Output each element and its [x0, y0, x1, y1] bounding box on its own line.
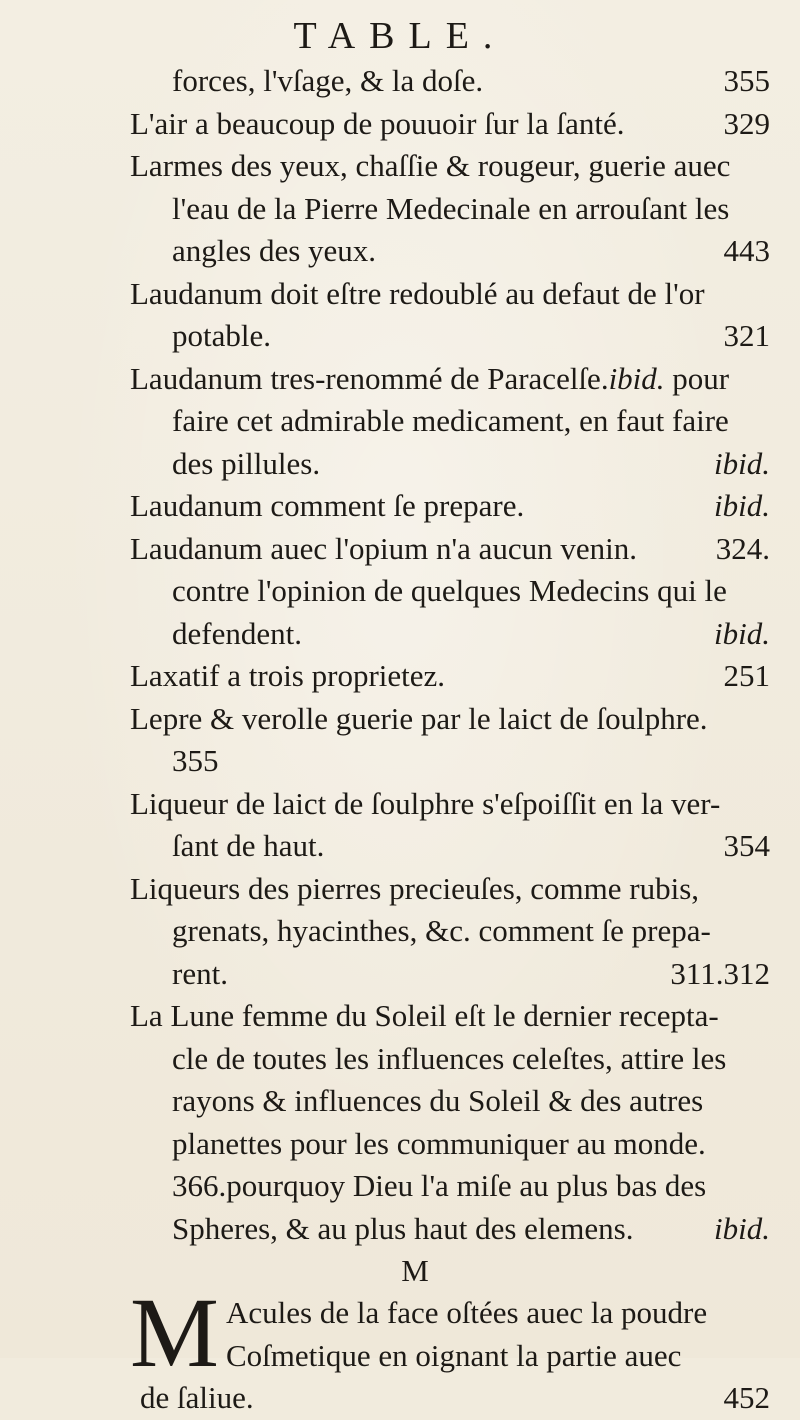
- entry-text: Laudanum doit eſtre redoublé au defaut de l'or: [130, 275, 705, 311]
- entry-text: planettes pour les communiquer au monde.: [172, 1125, 706, 1161]
- entry-text: Laxatif a trois proprietez.: [130, 658, 446, 693]
- index-entry: [130, 273, 770, 358]
- entry-text: [172, 1165, 706, 1208]
- entry-text: grenats, hyacinthes, &c. comment ſe prepa-: [172, 913, 711, 948]
- entry-text-part: Laudanum tres-renommé de Paracelſe.: [130, 360, 609, 396]
- page-ref: 251: [723, 658, 770, 693]
- page-ref: 311.312: [670, 955, 770, 991]
- entry-text: angles des yeux.: [172, 233, 377, 268]
- entry-text: defendent.: [172, 615, 302, 651]
- entry-text: des pillules.: [172, 445, 321, 481]
- entry-text: ſant de haut.: [172, 828, 325, 863]
- page-ref: ibid.: [714, 445, 770, 481]
- index-entry: [130, 570, 770, 655]
- entry-text: potable.: [172, 318, 271, 353]
- entry-text: de ſaliue.: [140, 1380, 254, 1415]
- index-entry: [130, 60, 770, 103]
- index-entry: [130, 1277, 770, 1420]
- drop-cap: M: [130, 1277, 219, 1388]
- entry-text: [130, 358, 729, 401]
- index-entry: [130, 655, 770, 698]
- page-ref: 452: [723, 1380, 770, 1415]
- entry-text: Acules de la face oſtées auec la poudre: [226, 1295, 708, 1330]
- entry-text: Laudanum comment ſe prepare.: [130, 488, 525, 523]
- index-entry: [130, 145, 770, 273]
- index-entries: [130, 60, 770, 1420]
- page-ref: 355: [723, 63, 770, 98]
- index-entry: [130, 103, 770, 146]
- page-ref: 321: [723, 318, 770, 353]
- page-ref: 443: [723, 233, 770, 268]
- entry-text: Spheres, & au plus haut des elemens.: [172, 1210, 634, 1246]
- entry-text: La Lune femme du Soleil eſt le dernier recepta-: [130, 998, 719, 1033]
- index-entry: [130, 485, 770, 528]
- entry-text-part: pourquoy Dieu l'a miſe au plus bas des: [226, 1168, 707, 1203]
- index-entry: [130, 783, 770, 868]
- page-ref: 329: [723, 105, 770, 141]
- page-ref: 354: [723, 828, 770, 863]
- entry-text: contre l'opinion de quelques Medecins qui le: [172, 573, 727, 608]
- index-entry: [130, 995, 770, 1250]
- page-ref: 366.: [172, 1168, 227, 1203]
- entry-text: L'air a beaucoup de pouuoir ſur la ſanté.: [130, 105, 625, 141]
- entry-text: Coſmetique en oignant la partie auec: [226, 1337, 682, 1373]
- page-ref: ibid.: [714, 488, 770, 523]
- entry-text: Liqueurs des pierres precieuſes, comme rubis,: [130, 870, 700, 906]
- index-entry: [130, 358, 770, 486]
- entry-text: Liqueur de laict de ſoulphre s'eſpoiſſit en la ver-: [130, 785, 721, 821]
- index-entry: [130, 698, 770, 783]
- page-header: TABLE.: [293, 15, 507, 57]
- entry-text: cle de toutes les influences celeſtes, attire les: [172, 1040, 727, 1076]
- index-entry: [130, 868, 770, 996]
- page-ref: ibid.: [714, 1210, 770, 1246]
- page-ref: ibid.: [714, 615, 770, 651]
- entry-text: forces, l'vſage, & la doſe.: [172, 63, 484, 98]
- entry-text: rent.: [172, 955, 228, 991]
- page-ref: 355: [172, 743, 219, 778]
- index-entry: [130, 528, 770, 571]
- entry-text: l'eau de la Pierre Medecinale en arrouſant les: [172, 190, 730, 226]
- entry-text: Larmes des yeux, chaſſie & rougeur, guerie auec: [130, 148, 731, 183]
- ibid-ref: ibid.: [608, 360, 665, 396]
- entry-text: rayons & influences du Soleil & des autres: [172, 1083, 704, 1118]
- entry-text: Laudanum auec l'opium n'a aucun venin.: [130, 530, 638, 566]
- entry-text-part: pour: [664, 360, 730, 396]
- page-ref: 324.: [715, 530, 770, 566]
- section-letter: M: [401, 1253, 429, 1288]
- entry-text: faire cet admirable medicament, en faut faire: [172, 403, 729, 438]
- entry-text: Lepre & verolle guerie par le laict de ſoulphre.: [130, 700, 708, 736]
